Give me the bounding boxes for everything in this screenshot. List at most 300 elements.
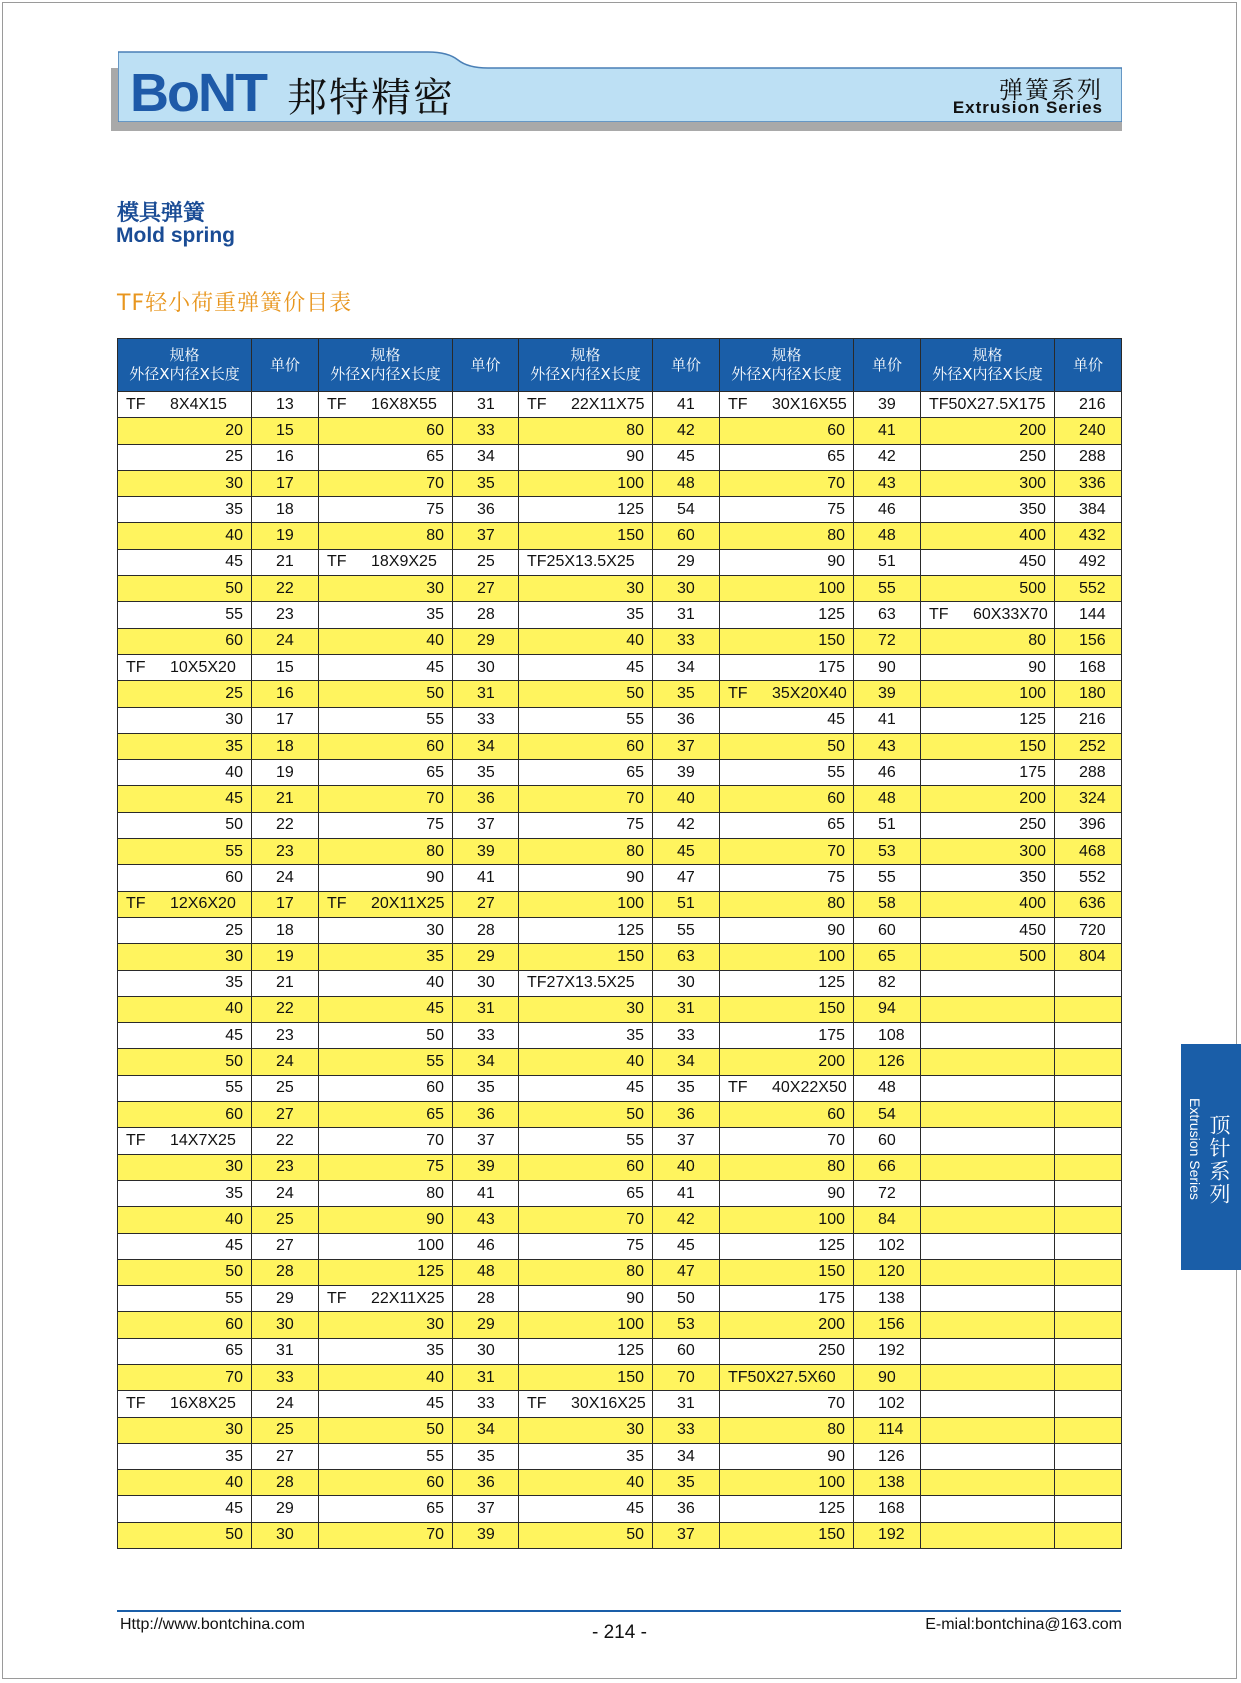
spec-value: 30X16X55 [772, 395, 847, 413]
price-cell: 43 [453, 1207, 519, 1233]
price-cell [1055, 1259, 1122, 1285]
spec-cell [118, 628, 252, 654]
spec-value: 250 [1019, 448, 1046, 466]
price-cell: 60 [653, 523, 720, 549]
price-cell: 21 [252, 549, 319, 575]
price-cell: 90 [854, 1364, 921, 1390]
price-cell: 636 [1055, 891, 1122, 917]
spec-value: 75 [827, 868, 845, 886]
spec-value: 55 [426, 1447, 444, 1465]
price-cell [1055, 1496, 1122, 1522]
table-row [118, 1154, 1122, 1180]
spec-cell [720, 470, 854, 496]
price-cell: 384 [1055, 497, 1122, 523]
price-cell: 54 [854, 1102, 921, 1128]
price-cell: 102 [854, 1233, 921, 1259]
spec-cell [921, 996, 1055, 1022]
spec-value: 65 [827, 816, 845, 834]
spec-cell [118, 1207, 252, 1233]
price-cell: 46 [453, 1233, 519, 1259]
spec-value: 45 [626, 1079, 644, 1097]
spec-value: 70 [426, 790, 444, 808]
price-cell [1055, 1207, 1122, 1233]
price-cell: 27 [252, 1233, 319, 1259]
price-cell: 35 [453, 470, 519, 496]
table-row [118, 1023, 1122, 1049]
spec-cell [720, 602, 854, 628]
spec-cell [319, 1364, 453, 1390]
spec-cell [118, 1154, 252, 1180]
price-cell: 39 [854, 392, 921, 418]
spec-cell [519, 1259, 653, 1285]
table-row [118, 917, 1122, 943]
spec-cell [319, 760, 453, 786]
series-prefix: TF [327, 895, 347, 913]
spec-value: 400 [1019, 895, 1046, 913]
spec-cell [720, 576, 854, 602]
spec-cell [319, 996, 453, 1022]
spec-value: 40 [626, 1053, 644, 1071]
spec-value: 150 [818, 632, 845, 650]
spec-cell [519, 760, 653, 786]
spec-value: 35 [626, 1447, 644, 1465]
spec-cell [519, 996, 653, 1022]
footer-url: Http://www.bontchina.com [120, 1616, 305, 1633]
price-cell: 28 [252, 1470, 319, 1496]
table-row [118, 576, 1122, 602]
spec-cell [921, 418, 1055, 444]
spec-value: 90 [827, 1184, 845, 1202]
spec-value: 40 [225, 1473, 243, 1491]
price-cell: 24 [252, 1391, 319, 1417]
series-title-en: Extrusion Series [952, 98, 1103, 117]
spec-cell [319, 1049, 453, 1075]
spec-cell [720, 1102, 854, 1128]
spec-value: 70 [626, 790, 644, 808]
spec-value: 30 [626, 579, 644, 597]
price-cell: 36 [653, 707, 720, 733]
series-prefix: TF [327, 1289, 347, 1307]
table-row [118, 970, 1122, 996]
spec-cell [921, 392, 1055, 418]
price-cell: 35 [453, 1443, 519, 1469]
spec-value: 125 [417, 1263, 444, 1281]
spec-cell [118, 1364, 252, 1390]
price-cell: 30 [252, 1522, 319, 1548]
spec-cell [319, 1233, 453, 1259]
spec-value: 250 [818, 1342, 845, 1360]
header-spec-line2: 外径X内径X长度 [129, 365, 240, 383]
spec-value: 350 [1019, 500, 1046, 518]
spec-value: 70 [426, 1526, 444, 1544]
series-prefix: TF [327, 553, 347, 571]
spec-cell [519, 654, 653, 680]
brand-logo: BoNT [130, 63, 266, 123]
price-cell: 288 [1055, 760, 1122, 786]
price-cell: 138 [854, 1286, 921, 1312]
header-spec-line2: 外径X内径X长度 [330, 365, 441, 383]
price-cell: 15 [252, 654, 319, 680]
spec-cell [319, 1312, 453, 1338]
spec-value: 125 [818, 606, 845, 624]
price-cell: 55 [653, 917, 720, 943]
spec-cell [519, 1364, 653, 1390]
price-cell: 47 [653, 865, 720, 891]
spec-value: 90 [426, 1210, 444, 1228]
price-cell: 82 [854, 970, 921, 996]
table-row [118, 1443, 1122, 1469]
spec-cell [921, 681, 1055, 707]
price-cell: 36 [653, 1496, 720, 1522]
spec-cell [720, 1259, 854, 1285]
spec-cell [519, 1154, 653, 1180]
price-cell: 29 [453, 944, 519, 970]
spec-cell [720, 786, 854, 812]
spec-value: 90 [626, 448, 644, 466]
spec-cell [720, 839, 854, 865]
spec-value: 500 [1019, 947, 1046, 965]
table-header-row [118, 339, 1122, 392]
price-cell: 30 [653, 576, 720, 602]
price-cell: 22 [252, 996, 319, 1022]
spec-value: 65 [426, 448, 444, 466]
spec-cell [118, 1102, 252, 1128]
spec-cell [118, 1338, 252, 1364]
spec-value: 30 [225, 947, 243, 965]
series-prefix: TF [728, 395, 748, 413]
spec-value: 70 [626, 1210, 644, 1228]
price-cell: 102 [854, 1391, 921, 1417]
price-cell: 41 [453, 865, 519, 891]
spec-cell [519, 707, 653, 733]
spec-value: 80 [626, 421, 644, 439]
spec-value: 65 [626, 763, 644, 781]
spec-value: TF50X27.5X60 [728, 1368, 836, 1386]
price-cell: 55 [854, 865, 921, 891]
spec-cell [118, 444, 252, 470]
spec-cell [921, 602, 1055, 628]
table-row [118, 1180, 1122, 1206]
spec-value: 90 [626, 1289, 644, 1307]
price-cell: 72 [854, 1180, 921, 1206]
spec-cell [921, 812, 1055, 838]
price-cell [1055, 970, 1122, 996]
spec-cell [519, 1443, 653, 1469]
spec-cell [921, 444, 1055, 470]
price-cell: 336 [1055, 470, 1122, 496]
spec-cell [118, 523, 252, 549]
spec-value: 75 [626, 1237, 644, 1255]
spec-value: 30 [225, 1421, 243, 1439]
spec-value: 75 [626, 816, 644, 834]
price-cell: 37 [453, 1496, 519, 1522]
spec-value: 45 [426, 1000, 444, 1018]
spec-cell [519, 1128, 653, 1154]
spec-value: 55 [626, 1131, 644, 1149]
price-cell: 28 [453, 602, 519, 628]
price-cell: 126 [854, 1049, 921, 1075]
spec-value: 55 [225, 1079, 243, 1097]
spec-value: 25 [225, 921, 243, 939]
spec-value: 90 [1028, 658, 1046, 676]
spec-value: 175 [1019, 763, 1046, 781]
spec-cell [720, 1496, 854, 1522]
header-price: 单价 [252, 339, 319, 392]
table-row [118, 1049, 1122, 1075]
price-cell: 19 [252, 523, 319, 549]
table-row [118, 497, 1122, 523]
table-row [118, 812, 1122, 838]
spec-cell [921, 944, 1055, 970]
price-cell: 28 [453, 917, 519, 943]
price-cell: 30 [453, 654, 519, 680]
spec-cell [720, 1075, 854, 1101]
spec-value: 35 [426, 606, 444, 624]
spec-cell [720, 917, 854, 943]
spec-cell [118, 681, 252, 707]
spec-cell [519, 1417, 653, 1443]
header-spec-line1: 规格 [771, 346, 802, 364]
spec-value: 50 [426, 1026, 444, 1044]
spec-value: 35 [225, 737, 243, 755]
spec-cell [519, 1023, 653, 1049]
spec-value: 35 [626, 1026, 644, 1044]
spec-cell [720, 707, 854, 733]
section-title-en: Mold spring [116, 224, 235, 247]
price-cell: 37 [653, 1522, 720, 1548]
spec-value: 55 [626, 711, 644, 729]
spec-value: 60 [225, 1105, 243, 1123]
spec-value: 40X22X50 [772, 1079, 847, 1097]
spec-value: 80 [1028, 632, 1046, 650]
spec-cell [319, 1023, 453, 1049]
spec-value: 22X11X25 [371, 1289, 445, 1307]
spec-value: 150 [818, 1000, 845, 1018]
spec-cell [720, 1286, 854, 1312]
spec-cell [921, 1364, 1055, 1390]
table-row [118, 891, 1122, 917]
spec-value: 65 [827, 448, 845, 466]
price-cell: 27 [453, 576, 519, 602]
table-row [118, 1128, 1122, 1154]
spec-cell [921, 1102, 1055, 1128]
brand-name: 邦特精密 [287, 75, 455, 121]
spec-cell [319, 654, 453, 680]
price-cell: 120 [854, 1259, 921, 1285]
price-cell: 28 [252, 1259, 319, 1285]
spec-cell [118, 1075, 252, 1101]
spec-value: 300 [1019, 842, 1046, 860]
price-cell: 63 [653, 944, 720, 970]
spec-value: 90 [827, 1447, 845, 1465]
spec-cell [319, 839, 453, 865]
spec-cell [118, 1180, 252, 1206]
spec-value: 60 [426, 1473, 444, 1491]
spec-cell [519, 786, 653, 812]
spec-cell [720, 865, 854, 891]
price-cell: 804 [1055, 944, 1122, 970]
spec-cell [118, 891, 252, 917]
spec-value: 75 [426, 500, 444, 518]
spec-cell [118, 1417, 252, 1443]
price-cell: 63 [854, 602, 921, 628]
spec-cell [921, 1207, 1055, 1233]
price-cell: 552 [1055, 576, 1122, 602]
table-row [118, 549, 1122, 575]
spec-value: 100 [818, 1473, 845, 1491]
price-cell: 37 [453, 812, 519, 838]
spec-cell [519, 1338, 653, 1364]
price-cell: 31 [453, 996, 519, 1022]
price-cell: 156 [1055, 628, 1122, 654]
price-cell [1055, 1312, 1122, 1338]
price-cell: 22 [252, 576, 319, 602]
spec-value: 80 [827, 1158, 845, 1176]
series-prefix: TF [527, 1394, 547, 1412]
table-row [118, 1522, 1122, 1548]
spec-cell [319, 1338, 453, 1364]
price-cell: 31 [453, 681, 519, 707]
price-cell: 36 [653, 1102, 720, 1128]
price-cell: 33 [653, 1417, 720, 1443]
spec-cell [921, 865, 1055, 891]
price-cell [1055, 996, 1122, 1022]
price-cell: 53 [653, 1312, 720, 1338]
price-cell: 39 [854, 681, 921, 707]
price-cell: 35 [653, 1075, 720, 1101]
spec-value: 60 [225, 1316, 243, 1334]
spec-value: 40 [426, 1368, 444, 1386]
price-cell: 30 [453, 1338, 519, 1364]
spec-cell [921, 628, 1055, 654]
header-spec-line1: 规格 [169, 346, 200, 364]
price-cell [1055, 1391, 1122, 1417]
price-cell: 36 [453, 1470, 519, 1496]
spec-value: 16X8X55 [371, 395, 437, 413]
price-cell: 30 [252, 1312, 319, 1338]
spec-cell [720, 654, 854, 680]
price-cell: 39 [653, 760, 720, 786]
spec-value: 40 [225, 763, 243, 781]
spec-cell [519, 944, 653, 970]
spec-value: 35 [225, 500, 243, 518]
spec-value: 125 [617, 921, 644, 939]
price-cell: 29 [252, 1286, 319, 1312]
spec-value: 55 [225, 842, 243, 860]
spec-cell [319, 523, 453, 549]
price-cell: 27 [453, 891, 519, 917]
price-cell: 31 [653, 602, 720, 628]
price-cell: 16 [252, 444, 319, 470]
spec-cell [319, 1417, 453, 1443]
price-cell: 31 [653, 1391, 720, 1417]
spec-value: 30 [426, 921, 444, 939]
spec-cell [720, 1207, 854, 1233]
price-cell: 70 [653, 1364, 720, 1390]
spec-value: 80 [426, 527, 444, 545]
price-cell: 25 [252, 1417, 319, 1443]
spec-cell [118, 1049, 252, 1075]
spec-cell [720, 1391, 854, 1417]
price-cell: 60 [854, 917, 921, 943]
spec-cell [921, 549, 1055, 575]
spec-cell [519, 392, 653, 418]
spec-cell [720, 970, 854, 996]
spec-value: 20 [225, 421, 243, 439]
spec-cell [319, 970, 453, 996]
price-cell: 39 [453, 839, 519, 865]
price-cell: 492 [1055, 549, 1122, 575]
price-cell: 30 [453, 970, 519, 996]
header-spec-line2: 外径X内径X长度 [932, 365, 1043, 383]
spec-value: 60 [827, 1105, 845, 1123]
spec-cell [921, 1286, 1055, 1312]
spec-cell [319, 1391, 453, 1417]
table-row [118, 628, 1122, 654]
price-cell: 43 [854, 470, 921, 496]
spec-cell [118, 1522, 252, 1548]
spec-cell [118, 839, 252, 865]
spec-value: 80 [827, 1421, 845, 1439]
series-prefix: TF [126, 895, 146, 913]
price-cell: 35 [653, 681, 720, 707]
spec-value: 60 [426, 421, 444, 439]
price-cell: 34 [653, 1049, 720, 1075]
price-cell [1055, 1233, 1122, 1259]
spec-cell [319, 549, 453, 575]
spec-cell [921, 786, 1055, 812]
price-cell: 468 [1055, 839, 1122, 865]
spec-value: 60 [426, 1079, 444, 1097]
price-cell: 192 [854, 1522, 921, 1548]
spec-value: 80 [827, 895, 845, 913]
price-cell: 24 [252, 1049, 319, 1075]
header-spec-line1: 规格 [370, 346, 401, 364]
price-cell: 216 [1055, 707, 1122, 733]
spec-cell [118, 576, 252, 602]
spec-value: 45 [426, 1394, 444, 1412]
header-price: 单价 [653, 339, 720, 392]
price-cell: 65 [854, 944, 921, 970]
spec-cell [720, 392, 854, 418]
price-cell: 48 [854, 786, 921, 812]
spec-cell [319, 812, 453, 838]
table-row [118, 1286, 1122, 1312]
price-cell: 168 [854, 1496, 921, 1522]
series-prefix: TF [527, 395, 547, 413]
price-cell: 34 [653, 1443, 720, 1469]
price-cell: 33 [453, 707, 519, 733]
spec-cell [118, 1443, 252, 1469]
price-cell: 29 [453, 628, 519, 654]
spec-cell [118, 1286, 252, 1312]
price-cell: 28 [453, 1286, 519, 1312]
spec-value: 45 [225, 553, 243, 571]
header-spec [921, 339, 1055, 392]
spec-cell [519, 1286, 653, 1312]
header-price: 单价 [453, 339, 519, 392]
spec-value: 150 [818, 1263, 845, 1281]
spec-value: 175 [818, 1026, 845, 1044]
price-cell: 37 [653, 733, 720, 759]
price-cell: 40 [653, 1154, 720, 1180]
spec-cell [319, 944, 453, 970]
price-cell: 45 [653, 839, 720, 865]
spec-value: 75 [426, 816, 444, 834]
table-row [118, 839, 1122, 865]
spec-value: 40 [626, 632, 644, 650]
spec-cell [921, 917, 1055, 943]
